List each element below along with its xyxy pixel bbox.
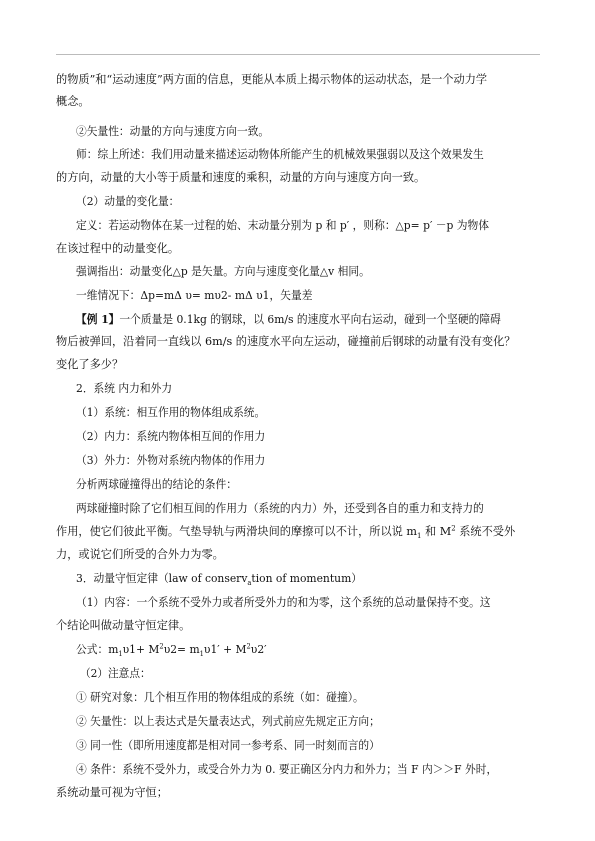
section-heading: （2）动量的变化量：	[76, 195, 180, 208]
text-line: 在该过程中的动量变化。	[56, 242, 180, 255]
text-line: （2）内力：系统内物体相互间的作用力	[76, 430, 266, 443]
list-item: ① 研究对象：几个相互作用的物体组成的系统（如：碰撞）。	[76, 691, 364, 704]
text-line: 变化了多少？	[56, 358, 124, 371]
section-heading: 2．系统 内力和外力	[76, 382, 173, 395]
formula-line: 一维情况下：Δp=mΔ υ= mυ2- mΔ υ1，矢量差	[76, 289, 313, 302]
text-line: （3）外力：外物对系统内物体的作用力	[76, 454, 266, 467]
text-line: 的方向，动量的大小等于质量和速度的乘积，动量的方向与速度方向一致。	[56, 171, 426, 184]
text-line: 强调指出：动量变化△p 是矢量。方向与速度变化量△v 相同。	[76, 265, 370, 278]
text-line: 两球碰撞时除了它们相互间的作用力（系统的内力）外，还受到各自的重力和支持力的	[76, 502, 484, 515]
example-text: 一个质量是 0.1kg 的钢球，以 6m/s 的速度水平向右运动，碰到一个坚硬的障碍	[119, 313, 501, 326]
list-item: ④ 条件：系统不受外力，或受合外力为 0. 要正确区分内力和外力；当 F 内＞＞F 外时，	[76, 763, 498, 776]
text-line: 概念。	[56, 95, 90, 108]
text-line: （1）系统：相互作用的物体组成系统。	[76, 406, 266, 419]
text-line: 系统动量可视为守恒；	[56, 786, 168, 799]
text-line: 定义：若运动物体在某一过程的始、末动量分别为 p 和 p′ ，则称：△p= p′ －p 为物体	[76, 219, 490, 232]
section-heading: （2）注意点：	[80, 667, 151, 680]
header-rule	[56, 54, 540, 55]
example-tag: 【例 1】	[76, 312, 120, 326]
section-heading: 3．动量守恒定律（law of conserv$_a$tion of momentum）	[76, 572, 362, 588]
text-line: （1）内容：一个系统不受外力或者所受外力的和为零，这个系统的总动量保持不变。这	[76, 596, 491, 609]
text-line: 个结论叫做动量守恒定律。	[56, 619, 191, 632]
text-line: 作用，使它们彼此平衡。气垫导轨与两滑块间的摩擦可以不计，所以说 $m_1$ 和 $M^2$ 系统不受外	[56, 524, 516, 541]
list-item: ② 矢量性：以上表达式是矢量表达式，列式前应先规定正方向；	[76, 715, 380, 728]
text-line: ②矢量性：动量的方向与速度方向一致。	[76, 125, 270, 138]
text-line: 分析两球碰撞得出的结论的条件：	[76, 478, 237, 491]
text-line: 的物质”和“运动速度”两方面的信息，更能从本质上揭示物体的运动状态，是一个动力学	[56, 73, 488, 86]
example-line	[76, 312, 546, 326]
text-line: 物后被弹回，沿着同一直线以 6m/s 的速度水平向左运动，碰撞前后钢球的动量有没有变化？	[56, 335, 516, 348]
text-line: 师：综上所述：我们用动量来描述运动物体所能产生的机械效果强弱以及这个效果发生	[76, 148, 484, 161]
formula-line: 公式：$m_1\upsilon 1+ M^2\upsilon 2= m_1\upsilon 1' + M^2\upsilon 2'$	[76, 642, 267, 659]
text-line: 力，或说它们所受的合外力为零。	[56, 548, 224, 561]
list-item: ③ 同一性（即所用速度都是相对同一参考系、同一时刻而言的）	[76, 739, 380, 752]
